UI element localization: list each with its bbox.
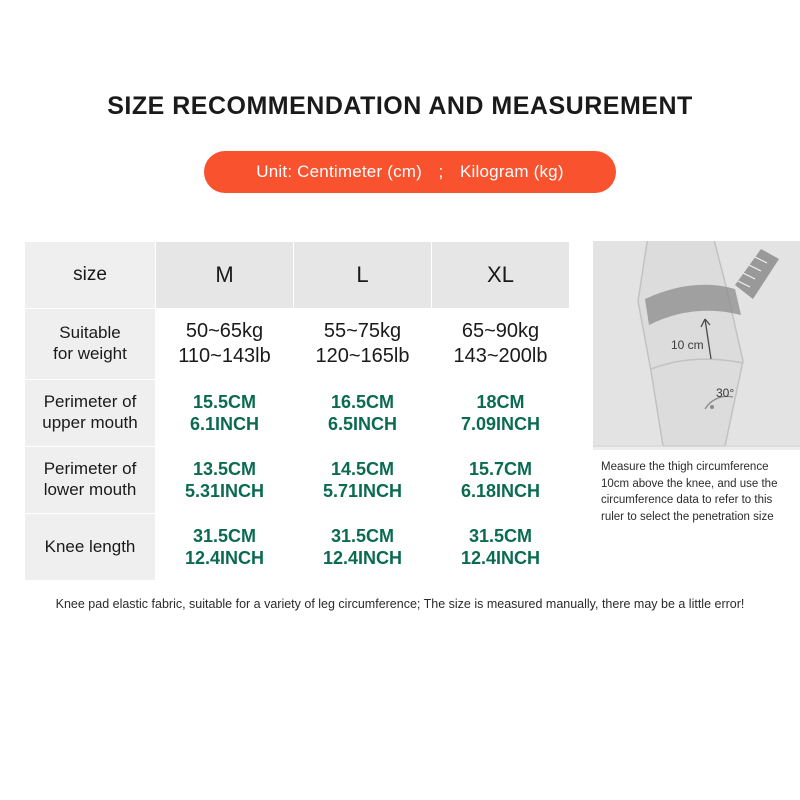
cell-weight-xl [432,309,570,380]
cell-upper-m [156,380,294,447]
cell-upper-l [294,380,432,447]
cell-knee-xl-cm: 31.5CM [468,525,533,546]
table-header-row [25,242,570,309]
cell-knee-m-cm: 31.5CM [192,525,257,546]
row-label-knee-length [25,514,156,581]
cell-knee-l-inch: 12.4INCH [322,548,403,568]
cell-weight-xl-lb: 143~200lb [453,345,548,367]
cell-lower-xl-inch: 6.18INCH [460,481,541,501]
cell-lower-xl-cm: 15.7CM [468,458,533,479]
cell-weight-l-kg: 55~75kg [323,320,402,343]
row-label-weight-line1: Suitable [59,323,121,343]
row-label-lower-mouth-line2: lower mouth [43,480,137,499]
footnote: Knee pad elastic fabric, suitable for a variety of leg circumference; The size is measured manually, there may be a little error! [55,597,745,611]
cell-weight-l-lb: 120~165lb [315,345,410,367]
row-label-knee-length-line1: Knee length [44,536,136,556]
cell-upper-l-cm: 16.5CM [330,391,395,412]
cell-knee-xl-inch: 12.4INCH [460,548,541,568]
cell-weight-m-lb: 110~143lb [178,345,271,367]
cell-weight-m [156,309,294,380]
cell-lower-m-inch: 5.31INCH [184,481,265,501]
header-size-xl: XL [432,242,570,309]
cell-weight-l [294,309,432,380]
row-label-weight-line2: for weight [53,344,127,363]
table-row [25,380,570,447]
header-size-m: M [156,242,294,309]
row-label-upper-mouth-line2: upper mouth [42,413,138,432]
cell-lower-l [294,447,432,514]
unit-banner-right: Kilogram (kg) [460,162,564,181]
header-corner-label: size [25,242,156,309]
leg-measurement-illustration [593,241,800,447]
cell-knee-m-inch: 12.4INCH [184,548,265,568]
cell-lower-m-cm: 13.5CM [192,458,257,479]
cell-upper-l-inch: 6.5INCH [327,414,398,434]
row-label-lower-mouth [25,447,156,514]
cell-upper-xl-cm: 18CM [476,391,525,412]
cell-knee-xl [432,514,570,581]
size-table [24,241,570,581]
cell-knee-l [294,514,432,581]
row-label-lower-mouth-line1: Perimeter of [43,459,137,479]
table-row [25,447,570,514]
cell-lower-l-inch: 5.71INCH [322,481,403,501]
cell-knee-m [156,514,294,581]
cell-upper-xl [432,380,570,447]
cell-lower-l-cm: 14.5CM [330,458,395,479]
cell-upper-xl-inch: 7.09INCH [460,414,541,434]
unit-banner-separator: ; [438,162,444,181]
page-title: SIZE RECOMMENDATION AND MEASUREMENT [107,92,693,120]
table-row [25,309,570,380]
row-label-upper-mouth-line1: Perimeter of [43,392,137,412]
row-label-weight [25,309,156,380]
row-label-upper-mouth [25,380,156,447]
cell-knee-l-cm: 31.5CM [330,525,395,546]
angle-label: 30° [716,386,735,400]
cell-lower-m [156,447,294,514]
unit-banner-left: Unit: Centimeter (cm) [256,162,423,181]
table-row [25,514,570,581]
size-table-wrapper [24,241,776,575]
header-size-l: L [294,242,432,309]
unit-banner [204,151,616,193]
cell-lower-xl [432,447,570,514]
cell-upper-m-cm: 15.5CM [192,391,257,412]
cell-weight-m-kg: 50~65kg [185,320,264,343]
cell-upper-m-inch: 6.1INCH [189,414,260,434]
cell-weight-xl-kg: 65~90kg [461,320,540,343]
distance-label: 10 cm [671,338,704,352]
measurement-illustration-panel [593,241,800,575]
measurement-instruction-note: Measure the thigh circumference 10cm above the knee, and use the circumference data to refer to this ruler to select the penetration size [593,450,800,575]
